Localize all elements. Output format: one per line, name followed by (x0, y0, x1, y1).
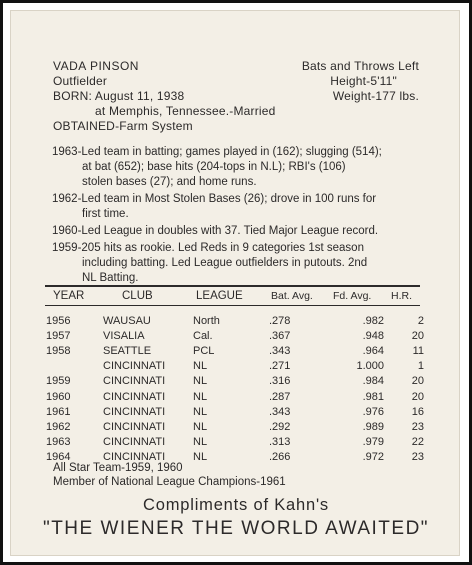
row-fd-avg: .972 (362, 451, 384, 464)
row-bat-avg: .313 (269, 436, 291, 449)
note-line: 1963-Led team in batting; games played in (162); slugging (514); (52, 146, 382, 158)
row-club: CINCINNATI (103, 360, 166, 373)
row-hr: 23 (411, 420, 424, 433)
row-fd-avg: .979 (362, 436, 384, 449)
row-league: North (193, 314, 220, 327)
table-header-rule (45, 305, 420, 306)
row-fd-avg: .976 (362, 405, 384, 418)
note-line: 1960-Led League in doubles with 37. Tied Major League record. (52, 225, 379, 237)
row-fd-avg: 1.000 (356, 360, 384, 373)
row-hr: 11 (412, 344, 424, 357)
table-row (46, 419, 424, 434)
table-row (46, 389, 424, 404)
row-league: NL (193, 420, 208, 433)
row-bat-avg: .343 (269, 344, 291, 357)
row-year: 1964 (46, 451, 71, 464)
height: Height-5'11" (330, 74, 397, 88)
row-year: 1959 (46, 375, 71, 388)
row-bat-avg: .292 (269, 420, 291, 433)
row-league: PCL (193, 344, 215, 357)
weight: Weight-177 lbs. (332, 89, 419, 103)
row-bat-avg: .316 (269, 375, 291, 388)
note-line: 1959-205 hits as rookie. Led Reds in 9 categories 1st season (52, 242, 364, 254)
header-league: LEAGUE (196, 290, 243, 302)
row-year: 1962 (46, 420, 71, 433)
table-row (46, 328, 424, 343)
row-bat-avg: .343 (269, 405, 291, 418)
row-club: CINCINNATI (103, 420, 166, 433)
row-bat-avg: .266 (269, 451, 291, 464)
row-club: WAUSAU (103, 314, 151, 327)
row-bat-avg: .271 (269, 360, 291, 373)
row-bat-avg: .278 (269, 314, 291, 327)
row-hr: 23 (411, 451, 424, 464)
honor-champions: Member of National League Champions-1961 (53, 476, 286, 488)
row-league: NL (193, 390, 208, 403)
table-row (46, 435, 424, 450)
row-club: CINCINNATI (103, 390, 166, 403)
row-fd-avg: .964 (362, 344, 384, 357)
row-fd-avg: .984 (362, 375, 384, 388)
row-fd-avg: .948 (362, 329, 384, 342)
row-year: 1961 (46, 405, 71, 418)
note-line: first time. (82, 208, 129, 220)
row-league: NL (193, 436, 208, 449)
sponsor-line: Compliments of Kahn's (143, 496, 329, 514)
header-club: CLUB (122, 290, 153, 302)
row-fd-avg: .989 (362, 420, 384, 433)
row-hr: 1 (417, 360, 424, 373)
note-line: including batting. Led League outfielders in putouts. 2nd (82, 257, 368, 269)
row-league: NL (193, 360, 208, 373)
row-league: NL (193, 405, 208, 418)
row-year (46, 359, 103, 374)
header-year: YEAR (53, 290, 85, 302)
player-position: Outfielder (53, 74, 108, 88)
honor-all-star: All Star Team-1959, 1960 (53, 462, 183, 474)
row-year: 1957 (46, 329, 71, 342)
row-league: Cal. (193, 329, 213, 342)
born-label: BORN: (53, 89, 93, 103)
table-row (46, 404, 424, 419)
born-date: August 11, 1938 (94, 89, 185, 103)
row-club: CINCINNATI (103, 451, 166, 464)
row-hr: 16 (411, 405, 424, 418)
table-top-rule (45, 285, 420, 287)
obtained-value: -Farm System (115, 119, 193, 133)
row-year: 1963 (46, 436, 71, 449)
bats-throws: Bats and Throws Left (301, 59, 419, 73)
note-line: at bat (652); base hits (204-tops in N.L); RBI's (106) (82, 161, 346, 173)
row-fd-avg: .982 (362, 314, 384, 327)
row-club: CINCINNATI (103, 405, 166, 418)
row-fd-avg: .981 (362, 390, 384, 403)
born-place: at Memphis, Tennessee.-Married (95, 104, 276, 118)
slogan: "THE WIENER THE WORLD AWAITED" (42, 518, 430, 539)
row-bat-avg: .367 (269, 329, 291, 342)
row-club: VISALIA (103, 329, 145, 342)
player-name: VADA PINSON (53, 59, 139, 73)
header-fd-avg: Fd. Avg. (333, 290, 372, 302)
obtained-line (53, 119, 193, 133)
row-league: NL (193, 375, 208, 388)
row-year: 1956 (46, 314, 71, 327)
note-line: stolen bases (27); and home runs. (82, 176, 257, 188)
table-row (46, 359, 424, 374)
note-line: NL Batting. (82, 272, 139, 284)
row-club: CINCINNATI (103, 436, 166, 449)
row-hr: 22 (411, 436, 424, 449)
row-hr: 20 (411, 329, 424, 342)
table-row (46, 343, 424, 358)
row-bat-avg: .287 (269, 390, 291, 403)
row-club: CINCINNATI (103, 375, 166, 388)
stats-table (46, 313, 424, 465)
born-line (53, 89, 184, 103)
note-line: 1962-Led team in Most Stolen Bases (26); drove in 100 runs for (52, 193, 377, 205)
row-club: SEATTLE (103, 344, 152, 357)
row-hr: 20 (411, 375, 424, 388)
obtained-label: OBTAINED (53, 119, 116, 133)
row-year: 1960 (46, 390, 71, 403)
row-hr: 20 (411, 390, 424, 403)
table-row (46, 313, 424, 328)
row-league: NL (193, 451, 208, 464)
header-bat-avg: Bat. Avg. (271, 290, 313, 302)
row-hr: 2 (417, 314, 424, 327)
header-hr: H.R. (391, 290, 412, 302)
row-year: 1958 (46, 344, 71, 357)
table-row (46, 374, 424, 389)
